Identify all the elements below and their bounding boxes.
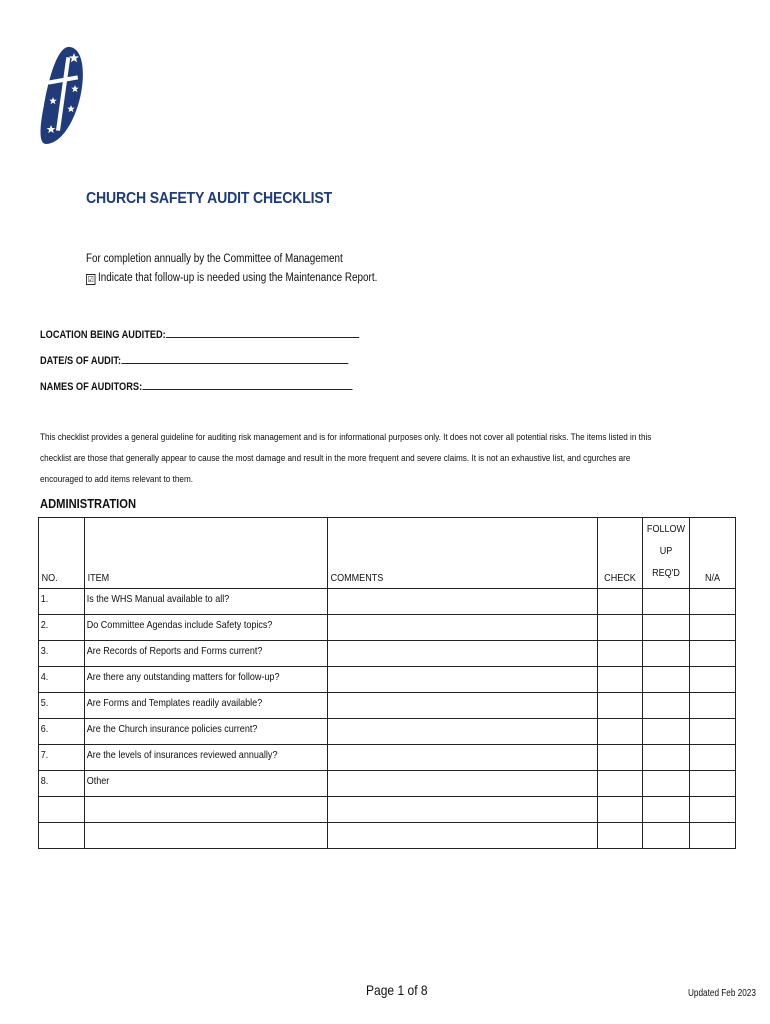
table-row bbox=[39, 823, 736, 849]
comments-cell[interactable] bbox=[328, 615, 598, 641]
check-cell[interactable] bbox=[598, 797, 643, 823]
row-number: 1. bbox=[39, 589, 85, 615]
subtitle: For completion annually by the Committee of Management bbox=[86, 253, 343, 265]
check-cell[interactable] bbox=[598, 823, 643, 849]
na-cell[interactable] bbox=[690, 589, 736, 615]
table-row bbox=[39, 771, 736, 797]
follow-up-cell[interactable] bbox=[643, 719, 690, 745]
follow-up-cell[interactable] bbox=[643, 797, 690, 823]
check-cell[interactable] bbox=[598, 589, 643, 615]
row-item: Do Committee Agendas include Safety topics? bbox=[85, 615, 328, 641]
date-input-line[interactable] bbox=[121, 351, 348, 364]
follow-up-cell[interactable] bbox=[643, 745, 690, 771]
check-cell[interactable] bbox=[598, 719, 643, 745]
comments-cell[interactable] bbox=[328, 797, 598, 823]
row-item: Are the levels of insurances reviewed annually? bbox=[85, 745, 328, 771]
row-item: Other bbox=[85, 771, 328, 797]
auditors-field[interactable] bbox=[40, 374, 359, 400]
na-cell[interactable] bbox=[690, 641, 736, 667]
follow-up-cell[interactable] bbox=[643, 823, 690, 849]
instructions bbox=[86, 250, 377, 288]
follow-up-cell[interactable] bbox=[643, 693, 690, 719]
row-number: 5. bbox=[39, 693, 85, 719]
row-item: Are there any outstanding matters for follow-up? bbox=[85, 667, 328, 693]
na-cell[interactable] bbox=[690, 693, 736, 719]
date-label: DATE/S OF AUDIT: bbox=[40, 355, 122, 367]
location-label: LOCATION BEING AUDITED: bbox=[40, 329, 166, 341]
row-item: Are Records of Reports and Forms current? bbox=[85, 641, 328, 667]
audit-table bbox=[38, 517, 736, 849]
row-item: Are the Church insurance policies current? bbox=[85, 719, 328, 745]
comments-cell[interactable] bbox=[328, 589, 598, 615]
row-number: 2. bbox=[39, 615, 85, 641]
row-number: 4. bbox=[39, 667, 85, 693]
comments-cell[interactable] bbox=[328, 771, 598, 797]
table-header-row bbox=[39, 518, 736, 589]
comments-cell[interactable] bbox=[328, 745, 598, 771]
check-cell[interactable] bbox=[598, 667, 643, 693]
church-logo-icon bbox=[40, 45, 86, 145]
auditors-label: NAMES OF AUDITORS: bbox=[40, 381, 143, 393]
check-cell[interactable] bbox=[598, 641, 643, 667]
location-input-line[interactable] bbox=[166, 325, 359, 338]
col-header-check: CHECK bbox=[598, 518, 643, 589]
check-cell[interactable] bbox=[598, 771, 643, 797]
col-header-follow-up: FOLLOW UP REQ'D bbox=[643, 518, 690, 589]
follow-up-note bbox=[86, 269, 377, 288]
comments-cell[interactable] bbox=[328, 693, 598, 719]
follow-up-note-text: Indicate that follow-up is needed using the Maintenance Report. bbox=[98, 272, 378, 284]
col-header-na: N/A bbox=[690, 518, 736, 589]
row-number: 6. bbox=[39, 719, 85, 745]
follow-up-cell[interactable] bbox=[643, 589, 690, 615]
na-cell[interactable] bbox=[690, 771, 736, 797]
row-number: 8. bbox=[39, 771, 85, 797]
table-row bbox=[39, 641, 736, 667]
table-row bbox=[39, 745, 736, 771]
table-row bbox=[39, 797, 736, 823]
follow-up-cell[interactable] bbox=[643, 667, 690, 693]
comments-cell[interactable] bbox=[328, 823, 598, 849]
date-field[interactable] bbox=[40, 348, 359, 374]
row-item[interactable] bbox=[85, 797, 328, 823]
table-row bbox=[39, 719, 736, 745]
auditors-input-line[interactable] bbox=[142, 377, 352, 390]
col-header-item: ITEM bbox=[85, 518, 328, 589]
na-cell[interactable] bbox=[690, 667, 736, 693]
section-title: ADMINISTRATION bbox=[40, 496, 137, 511]
follow-up-cell[interactable] bbox=[643, 615, 690, 641]
disclaimer-text: This checklist provides a general guideline for auditing risk management and is for informational purposes only. It does not cover all potential risks. The items listed in this checklist are those that generally appear to cause the most damage and result in the more frequent and severe claims. It is not an exhaustive list, and cgurches are encouraged to add items relevant to them. bbox=[40, 432, 652, 485]
na-cell[interactable] bbox=[690, 615, 736, 641]
check-cell[interactable] bbox=[598, 745, 643, 771]
row-number: 3. bbox=[39, 641, 85, 667]
row-number[interactable] bbox=[39, 823, 85, 849]
follow-up-cell[interactable] bbox=[643, 771, 690, 797]
document-title: CHURCH SAFETY AUDIT CHECKLIST bbox=[86, 190, 333, 207]
row-item: Are Forms and Templates readily available? bbox=[85, 693, 328, 719]
location-field[interactable] bbox=[40, 322, 359, 348]
updated-date: Updated Feb 2023 bbox=[688, 988, 756, 999]
comments-cell[interactable] bbox=[328, 667, 598, 693]
row-number[interactable] bbox=[39, 797, 85, 823]
row-item[interactable] bbox=[85, 823, 328, 849]
check-cell[interactable] bbox=[598, 693, 643, 719]
table-row bbox=[39, 615, 736, 641]
table-row bbox=[39, 693, 736, 719]
na-cell[interactable] bbox=[690, 823, 736, 849]
comments-cell[interactable] bbox=[328, 719, 598, 745]
table-row bbox=[39, 667, 736, 693]
na-cell[interactable] bbox=[690, 719, 736, 745]
check-cell[interactable] bbox=[598, 615, 643, 641]
audit-fields bbox=[40, 322, 359, 400]
table-row bbox=[39, 589, 736, 615]
na-cell[interactable] bbox=[690, 797, 736, 823]
row-item: Is the WHS Manual available to all? bbox=[85, 589, 328, 615]
checkbox-icon: ☑ bbox=[87, 275, 94, 284]
na-cell[interactable] bbox=[690, 745, 736, 771]
follow-up-cell[interactable] bbox=[643, 641, 690, 667]
page-number: Page 1 of 8 bbox=[366, 982, 428, 998]
col-header-no: NO. bbox=[39, 518, 85, 589]
row-number: 7. bbox=[39, 745, 85, 771]
col-header-comments: COMMENTS bbox=[328, 518, 598, 589]
comments-cell[interactable] bbox=[328, 641, 598, 667]
